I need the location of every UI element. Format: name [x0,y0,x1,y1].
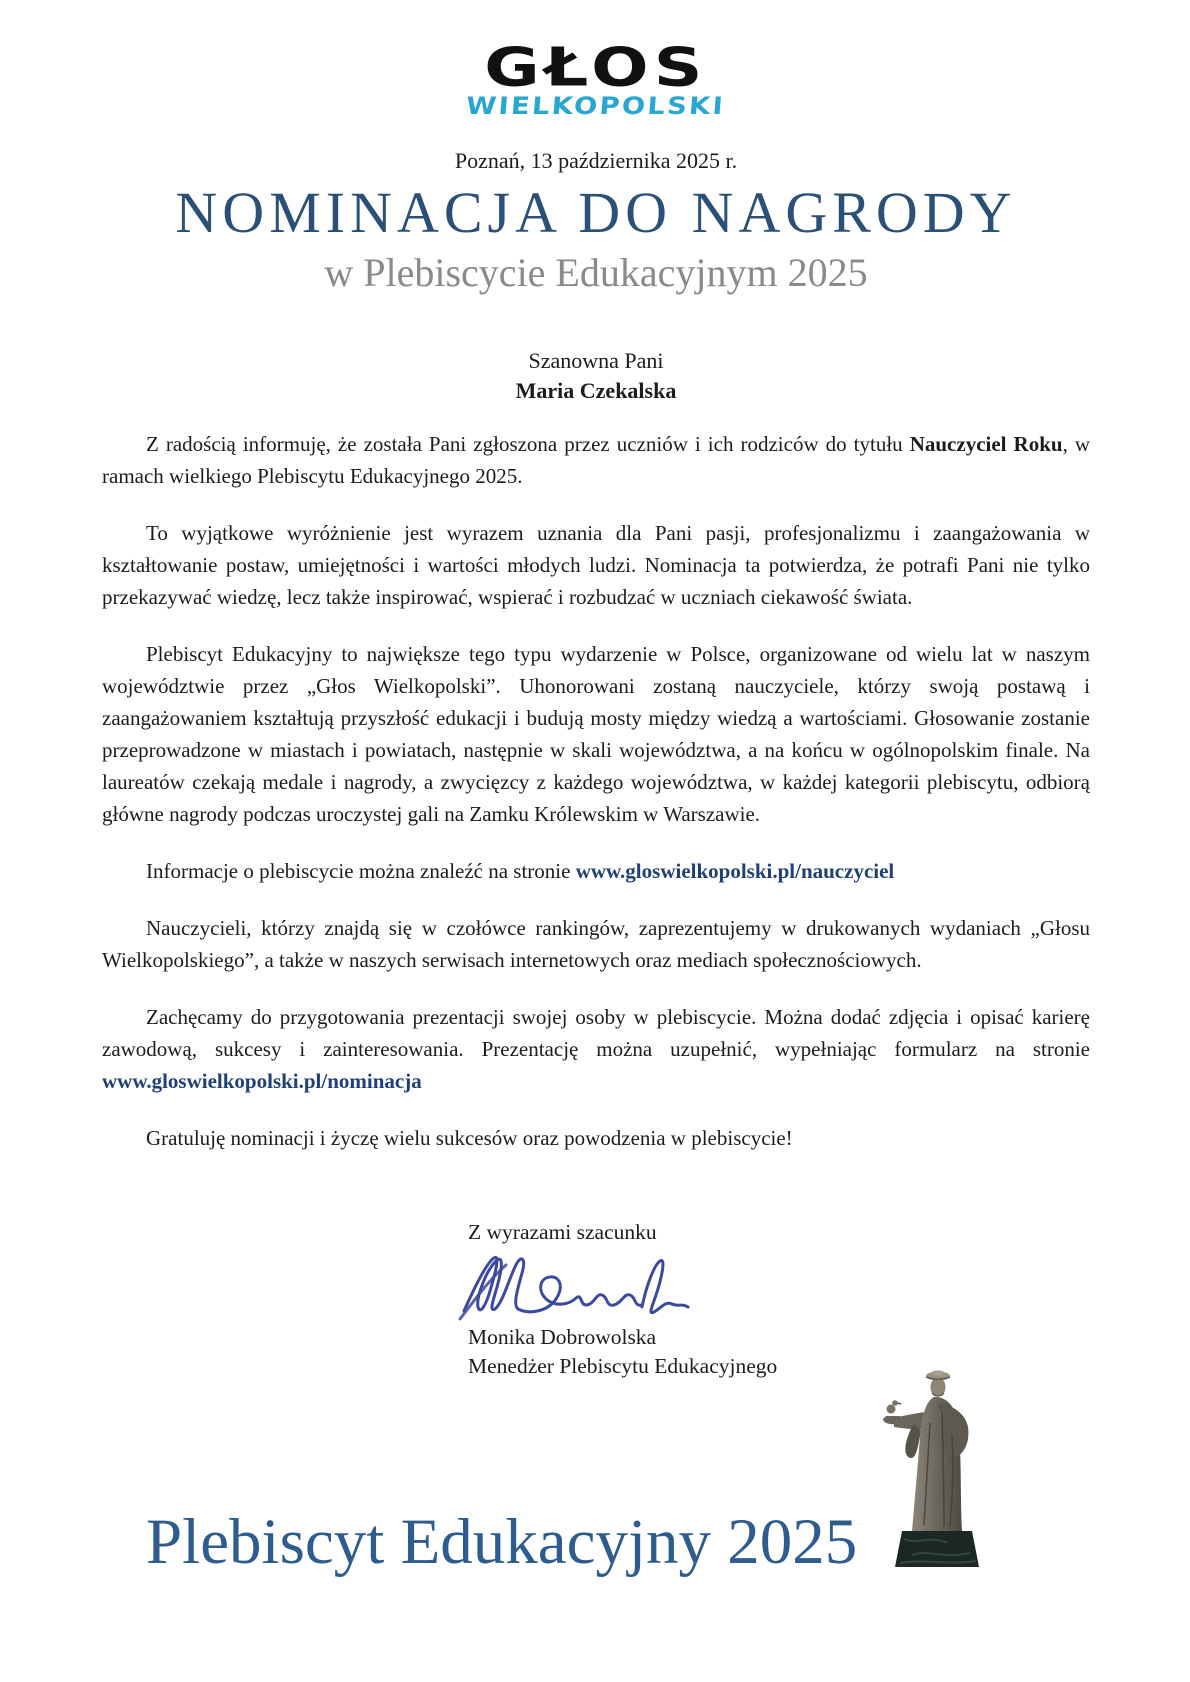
page-title: NOMINACJA DO NAGRODY [175,180,1017,246]
paragraph-website-info [102,855,1090,887]
signer-name: Monika Dobrowolska [468,1325,657,1349]
letter-body [102,428,1090,1154]
footer-banner-text: Plebiscyt Edukacyjny 2025 [146,1506,858,1578]
award-title-text: Nauczyciel Roku [909,432,1063,457]
dateline: Poznań, 13 października 2025 r. [454,148,738,174]
salutation-greeting: Szanowna Pani [528,348,664,374]
logo-glos-text: GŁOS [484,37,708,99]
paragraph-intro-tail: , w ramach wielkiego Plebiscytu Edukacyjnego 2025. [102,432,1091,489]
closing-block [468,1218,777,1381]
salutation-block [102,346,1090,406]
paragraph-press-info: Nauczycieli, którzy znajdą się w czołówce rankingów, zaprezentujemy w drukowanych wydaniach „Głosu Wielkopolskiego”, a także w naszych serwisach internetowych oraz mediach społecznościowych. [102,916,1090,973]
signer-role: Menedżer Plebiscytu Edukacyjnego [468,1354,778,1378]
paragraph-recognition: To wyjątkowe wyróżnienie jest wyrazem uznania dla Pani pasji, profesjonalizmu i zaangażowania w kształtowanie postaw, umiejętności i wartości młodych ludzi. Nominacja ta potwierdza, że potrafi Pani nie tylko przekazywać wiedzę, lecz także inspirować, wspierać i rozbudzać w uczniach ciekawość świata. [102,521,1090,610]
paragraph-plebiscite-info: Plebiscyt Edukacyjny to największe tego typu wydarzenie w Polsce, organizowane od wielu lat w naszym województwie przez „Głos Wielkopolski”. Uhonorowani zostaną nauczyciele, którzy swoją postawą i zaangażowaniem kształtują przyszłość edukacji i budują mosty między wiedzą a wartościami. Głosowanie zostanie przeprowadzone w miastach i powiatach, następnie w skali województwa, a na końcu w ogólnopolskim finale. Na laureatów czekają medale i nagrody, a zwycięzcy z każdego województwa, w każdej kategorii plebiscytu, odbiorą główne nagrody podczas uroczystej gali na Zamku Królewskim w Warszawie. [102,642,1090,827]
paragraph-intro-text: Z radością informuję, że została Pani zgłoszona przez uczniów i ich rodziców do tytułu [146,432,910,457]
paragraph-website-text: Informacje o plebiscycie można znaleźć na stronie [146,859,576,884]
award-statuette-image [872,1363,1004,1573]
recipient-name: Maria Czekalska [515,378,677,404]
logo-wielkopolski-text: WIELKOPOLSKI [465,92,727,121]
paragraph-intro [102,428,1090,492]
valediction: Z wyrazami szacunku [468,1220,657,1244]
page-subtitle: w Plebiscycie Edukacyjnym 2025 [324,250,868,296]
nauczyciel-link[interactable]: www.gloswielkopolski.pl/nauczyciel [575,859,895,884]
signature-image [456,1249,777,1323]
paragraph-presentation-info [102,1001,1090,1097]
paragraph-presentation-text: Zachęcamy do przygotowania prezentacji swojej osoby w plebiscycie. Można dodać zdjęcia i opisać karierę zawodową, sukcesy i zainteresowania. Prezentację można uzupełnić, wypełniając formularz na stronie [102,1005,1090,1062]
glos-wielkopolski-logo [102,0,1090,120]
paragraph-congrats: Gratuluję nominacji i życzę wielu sukcesów oraz powodzenia w plebiscycie! [146,1126,793,1151]
nominacja-link[interactable]: www.gloswielkopolski.pl/nominacja [102,1069,422,1094]
